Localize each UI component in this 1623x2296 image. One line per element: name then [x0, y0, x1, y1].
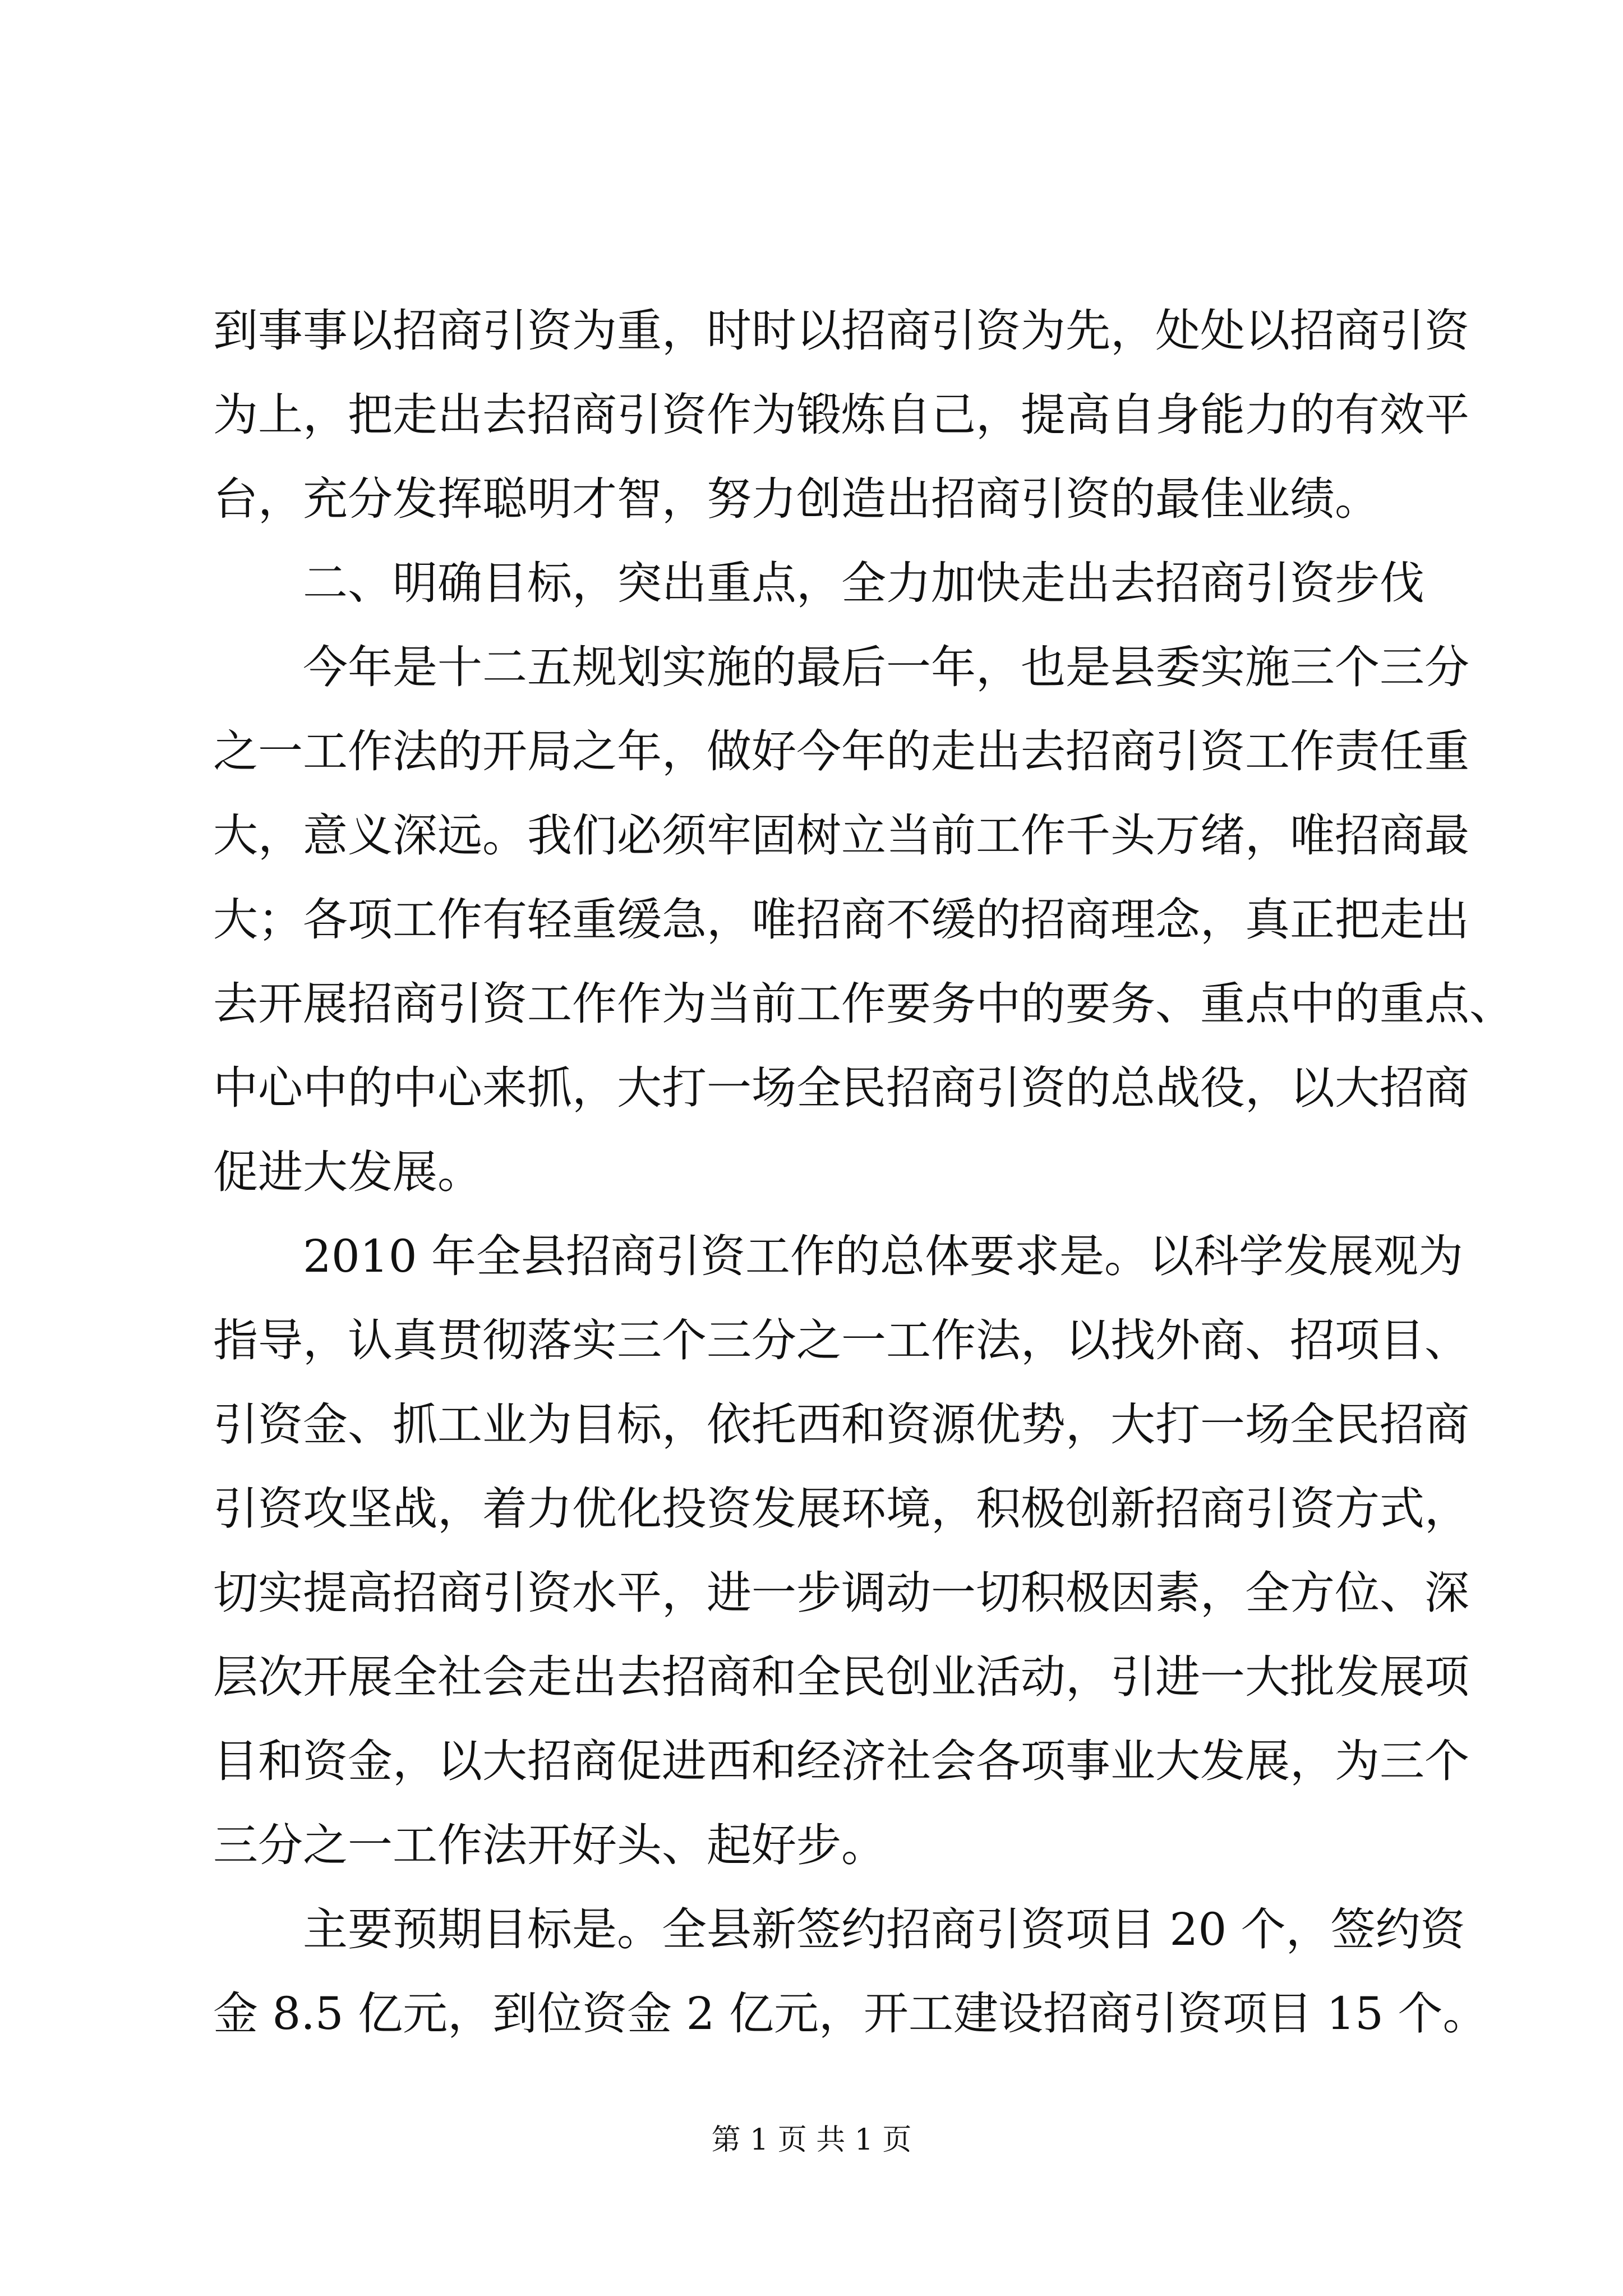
- text-line-21: 金 8.5 亿元，到位资金 2 亿元，开工建设招商引资项目 15 个。: [213, 1987, 1488, 2040]
- text-line-6: 之一工作法的开局之年，做好今年的走出去招商引资工作责任重: [213, 725, 1469, 777]
- text-line-3: 台，充分发挥聪明才智，努力创造出招商引资的最佳业绩。: [213, 473, 1380, 525]
- text-line-5: 今年是十二五规划实施的最后一年，也是县委实施三个三分: [303, 641, 1469, 693]
- text-line-19: 三分之一工作法开好头、起好步。: [213, 1819, 886, 1871]
- text-line-1: 到事事以招商引资为重，时时以招商引资为先，处处以招商引资: [213, 305, 1469, 357]
- text-line-20: 主要预期目标是。全县新签约招商引资项目 20 个，签约资: [303, 1903, 1465, 1955]
- text-line-10: 中心中的中心来抓，大打一场全民招商引资的总战役，以大招商: [213, 1062, 1469, 1114]
- text-line-7: 大，意义深远。我们必须牢固树立当前工作千头万绪，唯招商最: [213, 809, 1469, 862]
- text-line-11: 促进大发展。: [213, 1146, 482, 1198]
- text-line-12: 2010 年全县招商引资工作的总体要求是。以科学发展观为: [303, 1230, 1464, 1282]
- text-line-8: 大；各项工作有轻重缓急，唯招商不缓的招商理念，真正把走出: [213, 894, 1469, 946]
- text-line-17: 层次开展全社会走出去招商和全民创业活动，引进一大批发展项: [213, 1651, 1469, 1703]
- text-line-9: 去开展招商引资工作作为当前工作要务中的要务、重点中的重点、: [213, 978, 1514, 1030]
- text-line-16: 切实提高招商引资水平，进一步调动一切积极因素，全方位、深: [213, 1567, 1469, 1619]
- page-footer: 第 1 页 共 1 页: [711, 2123, 912, 2157]
- section-heading: 二、明确目标，突出重点，全力加快走出去招商引资步伐: [303, 557, 1424, 609]
- text-line-2: 为上，把走出去招商引资作为锻炼自己，提高自身能力的有效平: [213, 389, 1469, 441]
- text-line-14: 引资金、抓工业为目标，依托西和资源优势，大打一场全民招商: [213, 1398, 1469, 1451]
- text-line-18: 目和资金，以大招商促进西和经济社会各项事业大发展，为三个: [213, 1735, 1469, 1787]
- text-line-13: 指导，认真贯彻落实三个三分之一工作法，以找外商、招项目、: [213, 1314, 1469, 1366]
- text-line-15: 引资攻坚战，着力优化投资发展环境，积极创新招商引资方式，: [213, 1483, 1469, 1535]
